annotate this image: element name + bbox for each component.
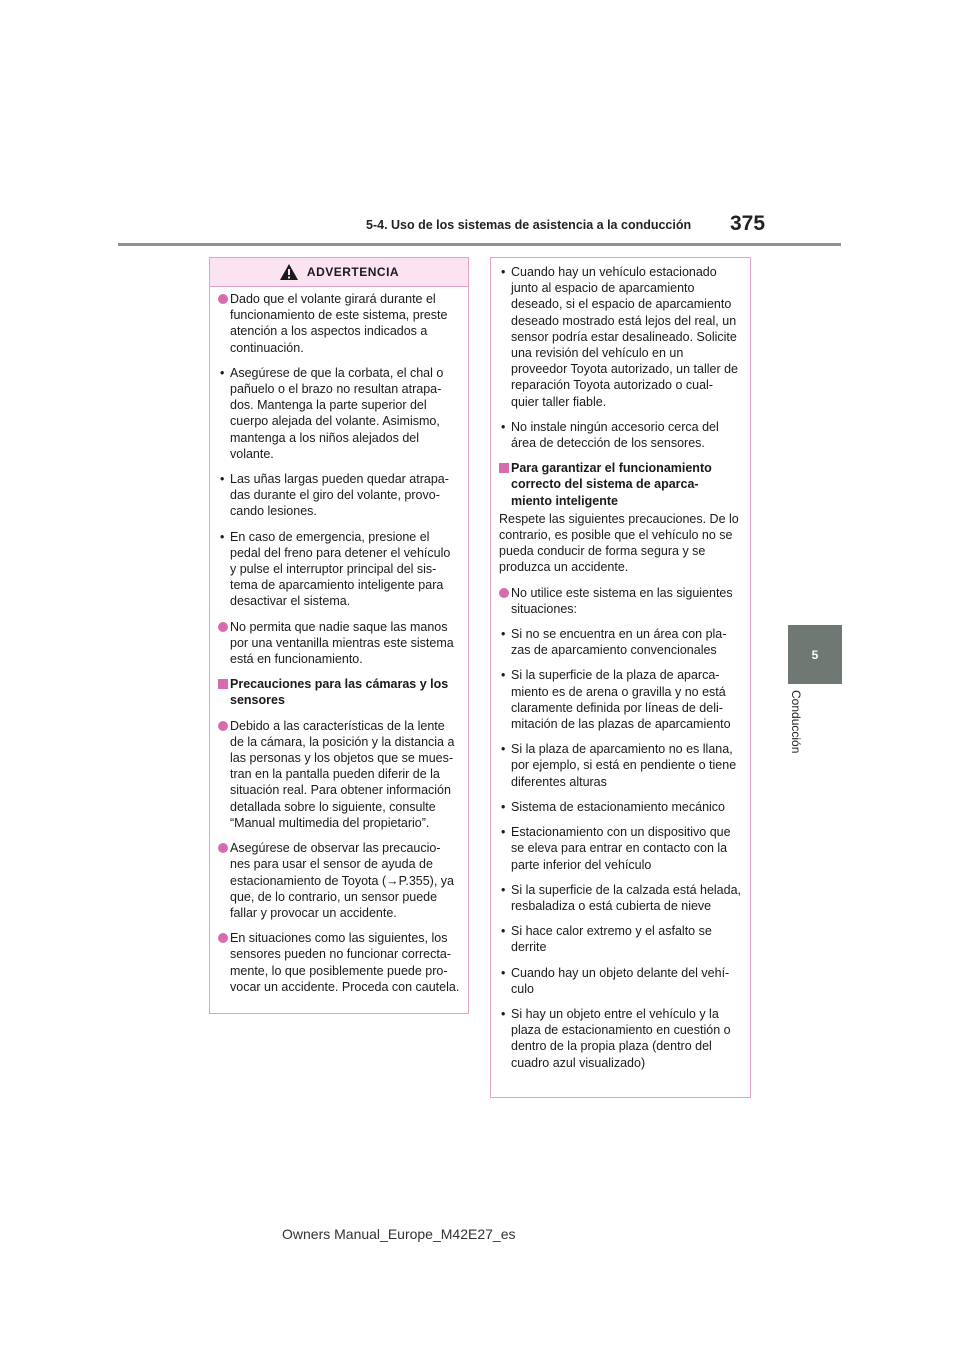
dot-bullet-icon: • bbox=[220, 472, 225, 487]
list-item-text: Cuando hay un vehículo estacionado junto al espacio de aparcamiento deseado, si el espacio de aparcamiento deseado mostrado está lejos del real, un sensor podría estar desalineado. Solicite una revisión del vehículo en un proveedor Toyota autorizado, un taller de reparación Toyota autorizado o cual- quier taller fiable. bbox=[511, 265, 739, 409]
square-bullet-icon bbox=[499, 463, 509, 473]
list-item-text: Si la superficie de la calzada está helada, resbaladiza o está cubierta de nieve bbox=[511, 882, 742, 913]
warning-item bbox=[218, 930, 460, 995]
paragraph: Debido a las características de la lente de la cámara, la posición y la distancia a las personas y los objetos que se mues- tran en la pantalla pueden diferir de la situación real. Para obtener información detallada sobre lo siguiente, consulte “Manual multimedia del propietario”. bbox=[230, 718, 455, 830]
chapter-tab[interactable] bbox=[788, 625, 842, 684]
list-item-text: Si no se encuentra en un área con pla- zas de aparcamiento convencionales bbox=[511, 627, 727, 658]
circle-bullet-icon bbox=[218, 843, 228, 853]
dot-bullet-icon: • bbox=[501, 965, 506, 980]
circle-bullet-icon bbox=[218, 294, 228, 304]
dot-bullet-icon: • bbox=[220, 365, 225, 380]
list-item-text: No instale ningún accesorio cerca del área de detección de los sensores. bbox=[511, 419, 719, 451]
warning-item bbox=[218, 291, 460, 356]
dot-bullet-icon: • bbox=[501, 668, 506, 683]
warning-item bbox=[218, 718, 460, 831]
list-item bbox=[218, 471, 460, 520]
list-item bbox=[499, 741, 742, 790]
dot-bullet-icon: • bbox=[220, 529, 225, 544]
paragraph: No utilice este sistema en las siguientes situaciones: bbox=[511, 585, 733, 616]
square-bullet-icon bbox=[218, 679, 228, 689]
dot-bullet-icon: • bbox=[501, 882, 506, 897]
warning-item bbox=[218, 840, 460, 921]
warning-triangle-icon bbox=[279, 263, 299, 281]
list-item-text: Si hace calor extremo y el asfalto se derrite bbox=[511, 924, 712, 955]
dot-bullet-icon: • bbox=[501, 627, 506, 642]
chapter-number: 5 bbox=[811, 647, 819, 662]
footer-text: Owners Manual_Europe_M42E27_es bbox=[282, 1226, 516, 1242]
dot-bullet-icon: • bbox=[501, 265, 506, 279]
list-item bbox=[499, 923, 742, 955]
list-item-text: Las uñas largas pueden quedar atrapa- das durante el giro del volante, provo- cando lesiones. bbox=[230, 472, 449, 519]
list-item-text: Si la superficie de la plaza de aparca- miento es de arena o gravilla y no está claramente definida por líneas de deli- mitación de las plazas de aparcamiento bbox=[511, 668, 731, 732]
circle-bullet-icon bbox=[218, 721, 228, 731]
warning-box bbox=[209, 257, 469, 1014]
paragraph: Dado que el volante girará durante el funcionamiento de este sistema, preste atención a los aspectos indicados a continuación. bbox=[230, 292, 448, 355]
chapter-name: Conducción bbox=[789, 690, 803, 754]
circle-bullet-icon bbox=[218, 622, 228, 632]
list-item bbox=[499, 965, 742, 997]
dot-bullet-icon: • bbox=[501, 742, 506, 757]
subheading bbox=[218, 676, 460, 708]
list-item-text: Sistema de estacionamiento mecánico bbox=[511, 799, 726, 814]
list-item-text: Cuando hay un objeto delante del vehí- culo bbox=[511, 965, 730, 996]
warning-box-continued bbox=[490, 257, 751, 1098]
paragraph: Respete las siguientes precauciones. De lo contrario, es posible que el vehículo no se pueda conducir de forma segura y se produzca un accidente. bbox=[499, 511, 739, 575]
warning-item bbox=[499, 585, 742, 617]
dot-bullet-icon: • bbox=[501, 799, 506, 814]
dot-bullet-icon: • bbox=[501, 419, 506, 434]
list-item bbox=[499, 1006, 742, 1071]
list-item-text: Si hay un objeto entre el vehículo y la plaza de estacionamiento en cuestión o dentro de la propia plaza (dentro del cuadro azul visualizado) bbox=[511, 1006, 731, 1070]
list-item-text: Asegúrese de que la corbata, el chal o pañuelo o el brazo no resultan atrapa- dos. Mantenga la parte superior del cuerpo alejada del volante. Asimismo, mantenga a los niños alejados del volante. bbox=[230, 365, 444, 461]
paragraph: En situaciones como las siguientes, los sensores pueden no funcionar correcta- mente, lo que posiblemente puede pro- vocar un accidente. Proceda con cautela. bbox=[230, 931, 460, 994]
paragraph: No permita que nadie saque las manos por una ventanilla mientras este sistema está en funcionamiento. bbox=[230, 619, 454, 667]
warning-header bbox=[210, 258, 468, 287]
list-item-text: Si la plaza de aparcamiento no es llana, por ejemplo, si está en pendiente o tiene diferentes alturas bbox=[511, 742, 737, 789]
list-item bbox=[499, 667, 742, 732]
page-number: 375 bbox=[730, 212, 766, 235]
warning-item bbox=[218, 619, 460, 668]
header-rule bbox=[118, 243, 841, 246]
list-item bbox=[499, 799, 742, 815]
list-item bbox=[499, 264, 742, 410]
list-item-text: Estacionamiento con un dispositivo que se eleva para entrar en contacto con la parte inferior del vehículo bbox=[511, 825, 731, 872]
circle-bullet-icon bbox=[218, 933, 228, 943]
list-item bbox=[218, 529, 460, 610]
dot-bullet-icon: • bbox=[501, 924, 506, 939]
subheading-text: Precauciones para las cámaras y los sensores bbox=[230, 677, 449, 708]
list-item bbox=[499, 882, 742, 914]
warning-title: ADVERTENCIA bbox=[306, 264, 400, 279]
list-item bbox=[499, 824, 742, 873]
list-item bbox=[499, 626, 742, 658]
paragraph[interactable]: Asegúrese de observar las precaucio- nes para usar el sensor de ayuda de estacionamiento de Toyota (→P.355), ya que, de lo contrario, un sensor puede fallar y provocar un accidente. bbox=[230, 841, 454, 920]
section-title: 5-4. Uso de los sistemas de asistencia a la conducción bbox=[366, 218, 692, 232]
subheading bbox=[499, 460, 742, 509]
dot-bullet-icon: • bbox=[501, 1006, 506, 1021]
circle-bullet-icon bbox=[499, 588, 509, 598]
subheading-text: Para garantizar el funcionamiento correcto del sistema de aparca- miento inteligente bbox=[511, 461, 712, 508]
list-item bbox=[499, 419, 742, 451]
dot-bullet-icon: • bbox=[501, 825, 506, 840]
list-item bbox=[218, 365, 460, 462]
list-item-text: En caso de emergencia, presione el pedal del freno para detener el vehículo y pulse el interruptor principal del sis- tema de aparcamiento inteligente para desactivar el sistema. bbox=[230, 529, 451, 609]
